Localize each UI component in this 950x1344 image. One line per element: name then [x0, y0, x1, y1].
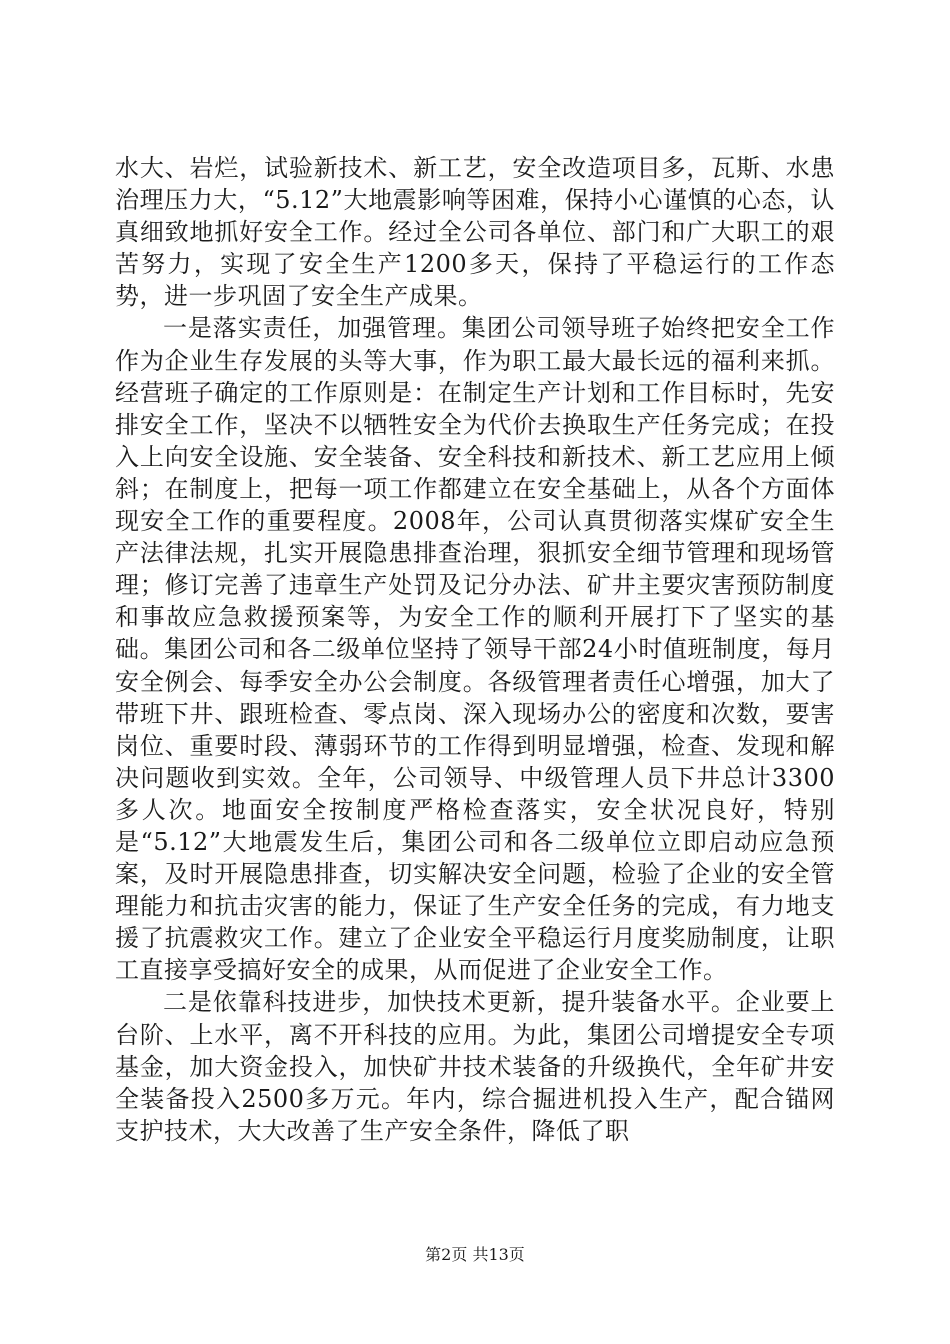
paragraph-continuation: 水大、岩烂，试验新技术、新工艺，安全改造项目多，瓦斯、水患治理压力大，“5.12”大地震影响等困难，保持小心谨慎的心态，认真细致地抓好安全工作。经过全公司各单位、部门和广大职工的艰苦努力，实现了安全生产1200多天，保持了平稳运行的工作态势，进一步巩固了安全生产成果。 — [115, 154, 835, 311]
page-number-footer: 第2页 共13页 — [425, 1245, 525, 1264]
document-body — [115, 152, 835, 1147]
paragraph-responsibility: 一是落实责任，加强管理。集团公司领导班子始终把安全工作作为企业生存发展的头等大事，作为职工最大最长远的福利来抓。经营班子确定的工作原则是：在制定生产计划和工作目标时，先安排安全工作，坚决不以牺牲安全为代价去换取生产任务完成；在投入上向安全设施、安全装备、安全科技和新技术、新工艺应用上倾斜；在制度上，把每一项工作都建立在安全基础上，从各个方面体现安全工作的重要程度。2008年，公司认真贯彻落实煤矿安全生产法律法规，扎实开展隐患排查治理，狠抓安全细节管理和现场管理；修订完善了违章生产处罚及记分办法、矿井主要灾害预防制度和事故应急救援预案等，为安全工作的顺利开展打下了坚实的基础。集团公司和各二级单位坚持了领导干部24小时值班制度，每月安全例会、每季安全办公会制度。各级管理者责任心增强，加大了带班下井、跟班检查、零点岗、深入现场办公的密度和次数，要害岗位、重要时段、薄弱环节的工作得到明显增强，检查、发现和解决问题收到实效。全年，公司领导、中级管理人员下井总计3300多人次。地面安全按制度严格检查落实，安全状况良好，特别是“5.12”大地震发生后，集团公司和各二级单位立即启动应急预案，及时开展隐患排查，切实解决安全问题，检验了企业的安全管理能力和抗击灾害的能力，保证了生产安全任务的完成，有力地支援了抗震救灾工作。建立了企业安全平稳运行月度奖励制度，让职工直接享受搞好安全的成果，从而促进了企业安全工作。 — [115, 314, 835, 985]
paragraph-technology: 二是依靠科技进步，加快技术更新，提升装备水平。企业要上台阶、上水平，离不开科技的应用。为此，集团公司增提安全专项基金，加大资金投入，加快矿井技术装备的升级换代，全年矿井安全装备投入2500多万元。年内，综合掘进机投入生产，配合锚网支护技术，大大改善了生产安全条件，降低了职 — [115, 988, 835, 1145]
